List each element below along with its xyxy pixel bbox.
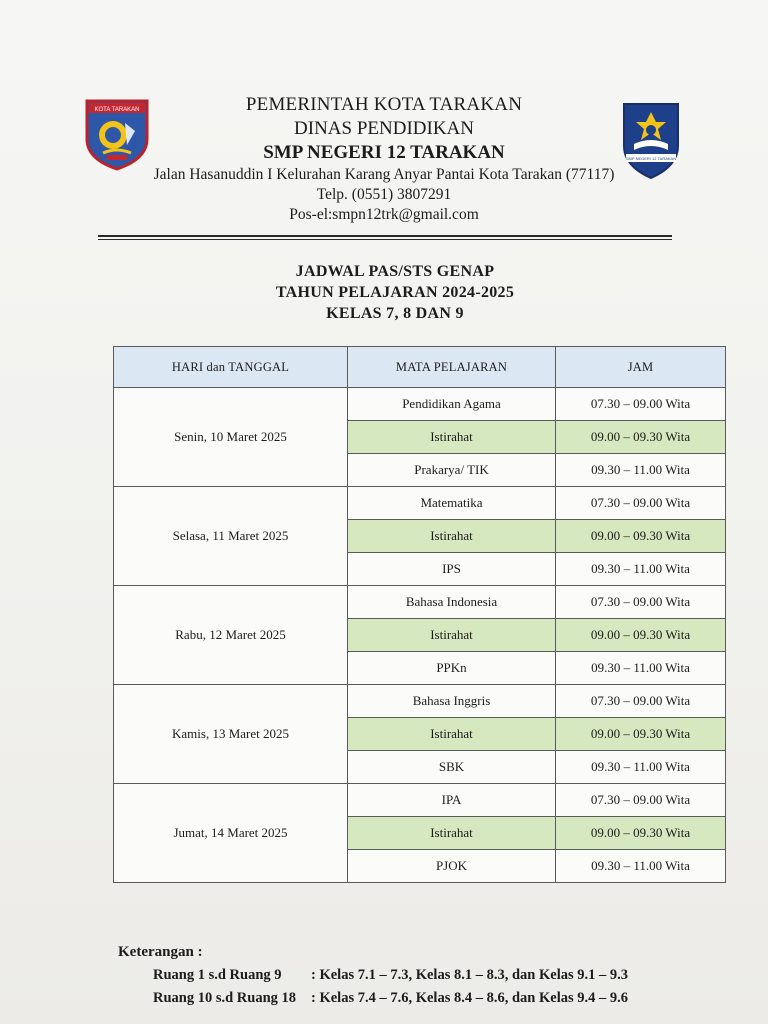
- notes-section: [118, 944, 718, 1007]
- subject-cell: Prakarya/ TIK: [348, 454, 556, 487]
- letterhead: [120, 94, 648, 224]
- subject-cell: IPA: [348, 784, 556, 817]
- break-subject-cell: Istirahat: [348, 817, 556, 850]
- subject-cell: IPS: [348, 553, 556, 586]
- column-header-day: HARI dan TANGGAL: [114, 347, 348, 388]
- schedule-body: [114, 388, 726, 883]
- note-row: [118, 990, 718, 1007]
- note-rooms: Ruang 1 s.d Ruang 9: [153, 967, 282, 983]
- department-name: DINAS PENDIDIKAN: [294, 117, 474, 139]
- school-name: SMP NEGERI 12 TARAKAN: [263, 141, 505, 163]
- table-row: [114, 685, 726, 718]
- break-time-cell: 09.00 – 09.30 Wita: [556, 817, 726, 850]
- break-time-cell: 09.00 – 09.30 Wita: [556, 421, 726, 454]
- time-cell: 09.30 – 11.00 Wita: [556, 454, 726, 487]
- table-row: [114, 388, 726, 421]
- letterhead-divider-thick: [98, 235, 672, 237]
- school-phone: Telp. (0551) 3807291: [316, 185, 452, 203]
- note-row: [118, 967, 718, 984]
- break-subject-cell: Istirahat: [348, 520, 556, 553]
- break-time-cell: 09.00 – 09.30 Wita: [556, 718, 726, 751]
- column-header-subject: MATA PELAJARAN: [348, 347, 556, 388]
- school-address: Jalan Hasanuddin I Kelurahan Karang Anyar Pantai Kota Tarakan (77117): [153, 166, 615, 184]
- time-cell: 07.30 – 09.00 Wita: [556, 388, 726, 421]
- subject-cell: PJOK: [348, 850, 556, 883]
- left-logo-text: KOTA TARAKAN: [94, 107, 140, 113]
- school-email: Pos-el:smpn12trk@gmail.com: [289, 205, 479, 223]
- day-date-cell: Kamis, 13 Maret 2025: [114, 685, 348, 784]
- title-line-2: TAHUN PELAJARAN 2024-2025: [275, 283, 515, 301]
- time-cell: 07.30 – 09.00 Wita: [556, 487, 726, 520]
- break-subject-cell: Istirahat: [348, 421, 556, 454]
- time-cell: 07.30 – 09.00 Wita: [556, 784, 726, 817]
- subject-cell: Bahasa Inggris: [348, 685, 556, 718]
- subject-cell: SBK: [348, 751, 556, 784]
- time-cell: 09.30 – 11.00 Wita: [556, 553, 726, 586]
- day-date-cell: Jumat, 14 Maret 2025: [114, 784, 348, 883]
- schedule-title: [150, 262, 640, 324]
- table-row: [114, 784, 726, 817]
- title-line-1: JADWAL PAS/STS GENAP: [295, 263, 495, 280]
- note-rooms: Ruang 10 s.d Ruang 18: [153, 990, 297, 1006]
- break-time-cell: 09.00 – 09.30 Wita: [556, 619, 726, 652]
- break-subject-cell: Istirahat: [348, 718, 556, 751]
- time-cell: 07.30 – 09.00 Wita: [556, 586, 726, 619]
- note-classes: : Kelas 7.1 – 7.3, Kelas 8.1 – 8.3, dan Kelas 9.1 – 9.3: [311, 967, 628, 983]
- break-time-cell: 09.00 – 09.30 Wita: [556, 520, 726, 553]
- time-cell: 09.30 – 11.00 Wita: [556, 751, 726, 784]
- right-logo-text: SMP NEGERI 12 TARAKAN: [625, 156, 677, 161]
- schedule-table: [113, 346, 726, 883]
- day-date-cell: Senin, 10 Maret 2025: [114, 388, 348, 487]
- subject-cell: Bahasa Indonesia: [348, 586, 556, 619]
- time-cell: 09.30 – 11.00 Wita: [556, 850, 726, 883]
- subject-cell: Pendidikan Agama: [348, 388, 556, 421]
- table-header-row: [114, 347, 726, 388]
- day-date-cell: Selasa, 11 Maret 2025: [114, 487, 348, 586]
- time-cell: 07.30 – 09.00 Wita: [556, 685, 726, 718]
- title-line-3: KELAS 7, 8 DAN 9: [326, 304, 464, 322]
- subject-cell: Matematika: [348, 487, 556, 520]
- day-date-cell: Rabu, 12 Maret 2025: [114, 586, 348, 685]
- subject-cell: PPKn: [348, 652, 556, 685]
- column-header-time: JAM: [556, 347, 726, 388]
- table-row: [114, 586, 726, 619]
- table-row: [114, 487, 726, 520]
- notes-heading: Keterangan :: [118, 944, 203, 960]
- government-name: PEMERINTAH KOTA TARAKAN: [245, 94, 523, 115]
- break-subject-cell: Istirahat: [348, 619, 556, 652]
- letterhead-divider-thin: [98, 239, 672, 240]
- note-classes: : Kelas 7.4 – 7.6, Kelas 8.4 – 8.6, dan Kelas 9.4 – 9.6: [311, 990, 628, 1006]
- time-cell: 09.30 – 11.00 Wita: [556, 652, 726, 685]
